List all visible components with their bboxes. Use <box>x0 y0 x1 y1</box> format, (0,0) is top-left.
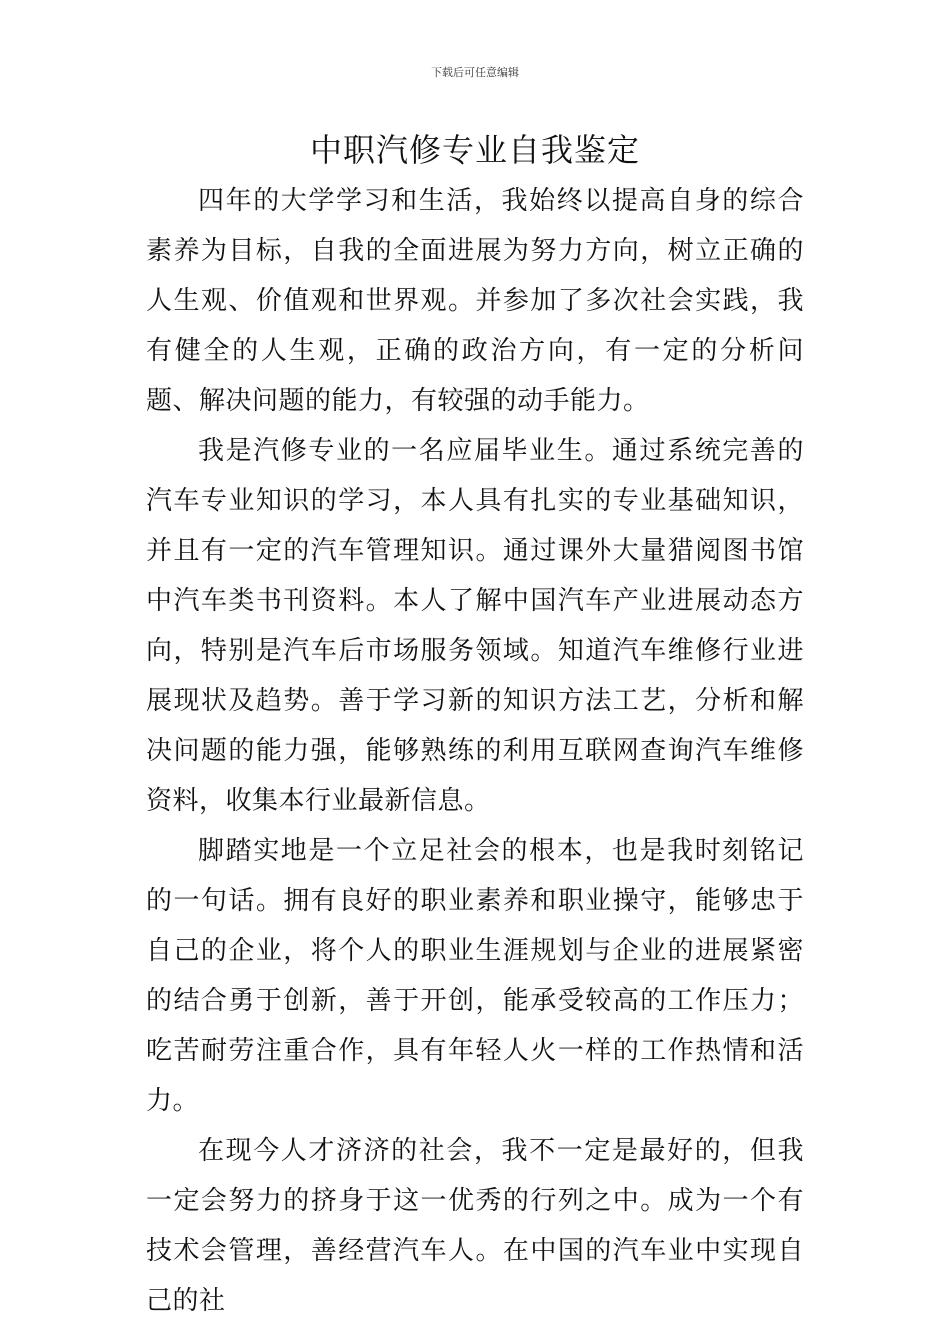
paragraph-2: 我是汽修专业的一名应届毕业生。通过系统完善的汽车专业知识的学习，本人具有扎实的专业基础知识，并且有一定的汽车管理知识。通过课外大量猎阅图书馆中汽车类书刊资料。本人了解中国汽车产业进展动态方向，特别是汽车后市场服务领域。知道汽车维修行业进展现状及趋势。善于学习新的知识方法工艺，分析和解决问题的能力强，能够熟练的利用互联网查询汽车维修资料，收集本行业最新信息。 <box>146 436 804 816</box>
document-title: 中职汽修专业自我鉴定 <box>309 131 640 169</box>
paragraph-3: 脚踏实地是一个立足社会的根本，也是我时刻铭记的一句话。拥有良好的职业素养和职业操守，能够忠于自己的企业，将个人的职业生涯规划与企业的进展紧密的结合勇于创新，善于开创，能承受较高的工作压力；吃苦耐劳注重合作，具有年轻人火一样的工作热情和活力。 <box>146 836 804 1116</box>
paragraph-1: 四年的大学学习和生活，我始终以提高自身的综合素养为目标，自我的全面进展为努力方向，树立正确的人生观、价值观和世界观。并参加了多次社会实践，我有健全的人生观，正确的政治方向，有一定的分析问题、解决问题的能力，有较强的动手能力。 <box>146 186 804 416</box>
document-body <box>146 176 804 1326</box>
paragraph-4: 在现今人才济济的社会，我不一定是最好的，但我一定会努力的挤身于这一优秀的行列之中。成为一个有技术会管理，善经营汽车人。在中国的汽车业中实现自己的社 <box>146 1136 804 1316</box>
header-note: 下载后可任意编辑 <box>431 66 519 79</box>
